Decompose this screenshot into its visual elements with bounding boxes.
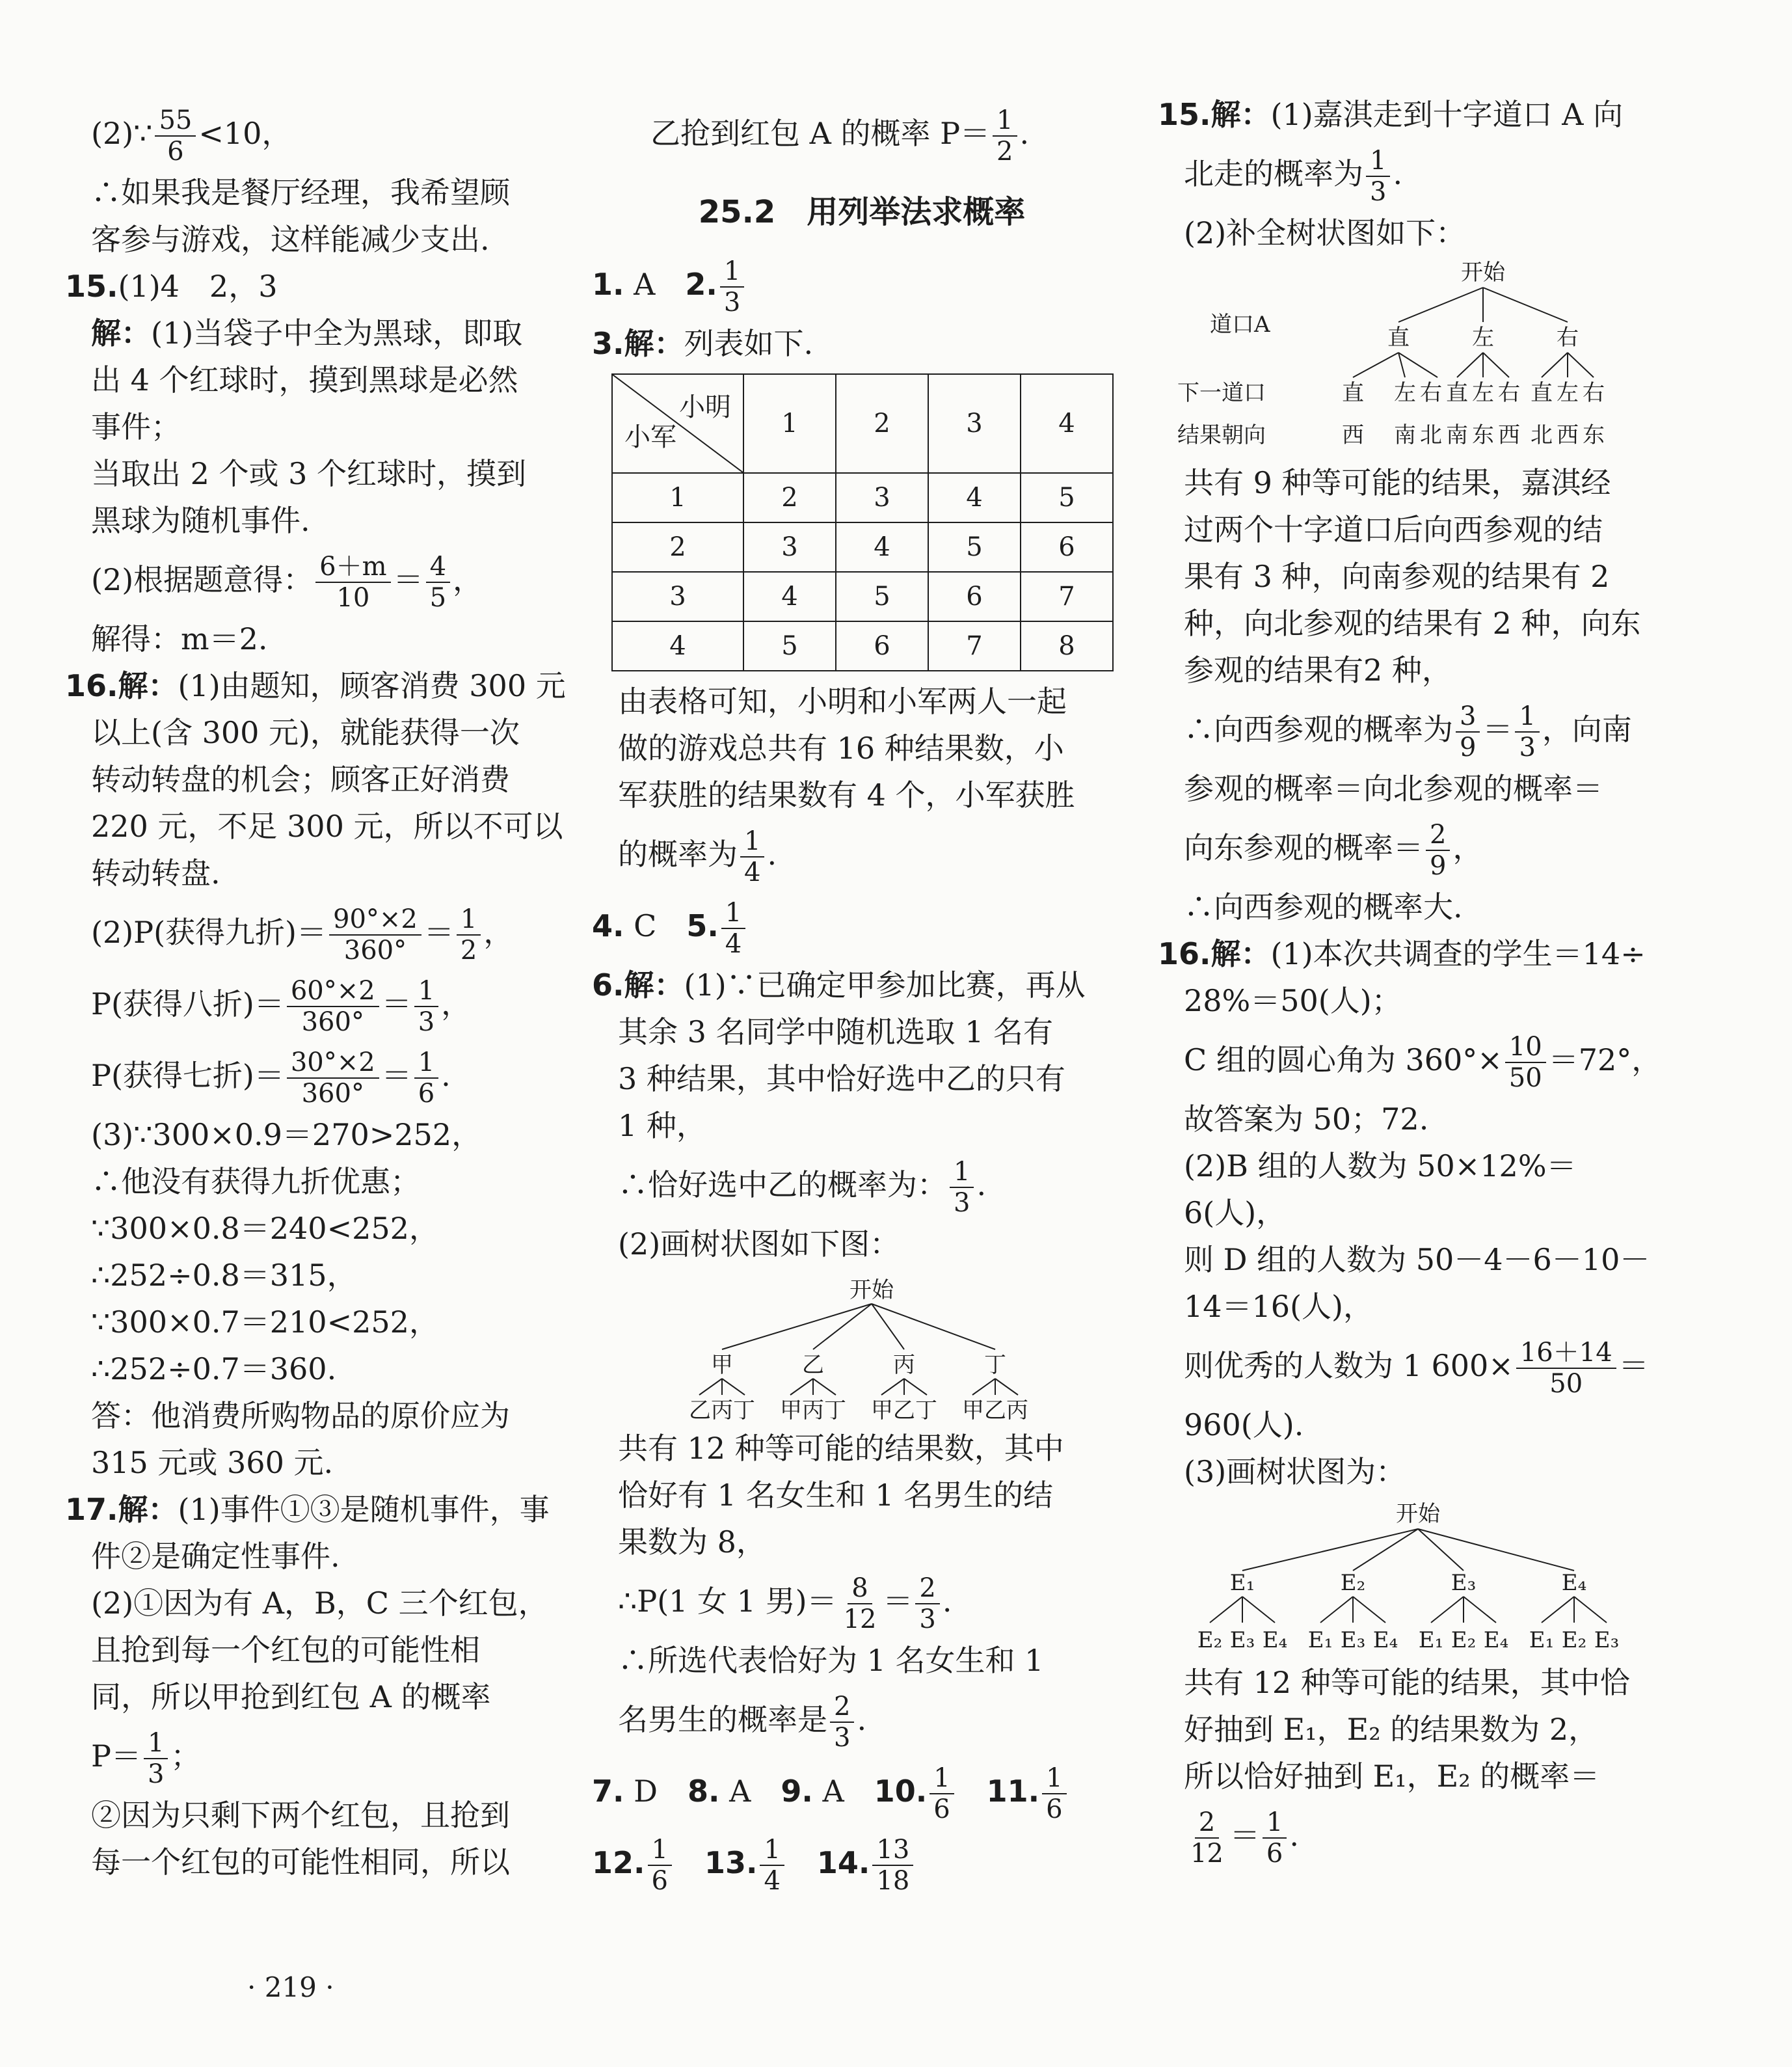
- question-16: 16.解：(1)由题知，顾客消费 300 元: [65, 668, 566, 703]
- table-corner: 小明 小军: [612, 374, 743, 473]
- tree-label: 下一道口: [1177, 380, 1266, 406]
- text-line: (2)①因为有 A，B，C 三个红包，: [91, 1586, 548, 1621]
- text-line: 黑球为随机事件.: [91, 503, 310, 538]
- svg-text:右: 右: [1420, 380, 1442, 406]
- tree-node: 左: [1472, 325, 1494, 351]
- text-line: 6(人)，: [1184, 1195, 1287, 1230]
- svg-text:左: 左: [1394, 380, 1416, 406]
- table-header: 4: [1021, 374, 1113, 473]
- svg-text:东: 东: [1472, 422, 1494, 448]
- tree-node: E₂: [1340, 1570, 1366, 1596]
- text-line: 则优秀的人数为 1 600× $\frac{16+14}{50}$ ＝: [1184, 1338, 1649, 1399]
- svg-text:E₁: E₁: [1307, 1627, 1333, 1653]
- tree-node: E₁: [1229, 1570, 1255, 1596]
- tree-label: 结果朝向: [1177, 422, 1266, 448]
- column-left: [65, 98, 566, 1885]
- text-line: $\frac{2}{12}$ ＝ $\frac{1}{6}$ .: [1190, 1807, 1299, 1869]
- tree-node: 丙: [893, 1352, 915, 1378]
- svg-text:北: 北: [1531, 422, 1553, 448]
- text-line: 同，所以甲抢到红包 A 的概率: [91, 1679, 491, 1714]
- text-line: 名男生的概率是 $\frac{2}{3}$ .: [618, 1692, 867, 1753]
- text-line: (2)补全树状图如下：: [1184, 215, 1466, 250]
- text-line: 则 D 组的人数为 50－4－6－10－: [1184, 1242, 1650, 1277]
- text-line: 恰好有 1 名女生和 1 名男生的结: [618, 1478, 1054, 1513]
- svg-text:左: 左: [1472, 380, 1494, 406]
- question-17: 17.解：(1)事件①③是随机事件，事: [65, 1492, 550, 1527]
- svg-text:西: 西: [1498, 422, 1520, 448]
- text-line: 出 4 个红球时，摸到黑球是必然: [91, 362, 518, 398]
- text-line: 解：(1)当袋子中全为黑球，即取: [91, 316, 523, 351]
- text-line: 事件；: [91, 409, 181, 444]
- answers-1-2: 1. A 2. $\frac{1}{3}$: [592, 249, 1132, 320]
- svg-text:直: 直: [1446, 380, 1468, 406]
- svg-text:E₂: E₂: [1451, 1627, 1477, 1653]
- svg-text:E₃: E₃: [1594, 1627, 1620, 1653]
- tree-node: 右: [1557, 325, 1579, 351]
- text-line: C 组的圆心角为 360°× $\frac{10}{50}$ ＝72°，: [1184, 1032, 1662, 1093]
- text-line: 每一个红包的可能性相同，所以: [91, 1844, 510, 1880]
- text-line: 的概率为 $\frac{1}{4}$ .: [618, 826, 777, 887]
- svg-text:E₂: E₂: [1561, 1627, 1587, 1653]
- svg-text:西: 西: [1342, 422, 1364, 448]
- tree-node: E₄: [1561, 1570, 1587, 1596]
- text-line: 960(人).: [1184, 1407, 1304, 1442]
- text-line: 参观的结果有2 种，: [1184, 653, 1452, 688]
- svg-text:E₁: E₁: [1529, 1627, 1555, 1653]
- text-line: 转动转盘的机会；顾客正好消费: [91, 762, 510, 797]
- tree-leaf: 甲丙丁: [780, 1398, 846, 1421]
- text-line: 转动转盘.: [91, 856, 221, 891]
- text-line: 故答案为 50；72.: [1184, 1101, 1429, 1137]
- question-15: 15.解：(1)嘉淇走到十字道口 A 向: [1158, 97, 1624, 132]
- text-line: (2)B 组的人数为 50×12%＝: [1184, 1148, 1577, 1183]
- text-line: 种，向北参观的结果有 2 种，向东: [1184, 606, 1641, 641]
- tree-diagram-q15: [1158, 260, 1691, 455]
- text-line: 其余 3 名同学中随机选取 1 名有: [618, 1014, 1054, 1049]
- text-line: 过两个十字道口后向西参观的结: [1184, 512, 1603, 547]
- question-15: 15.(1)4 2，3: [65, 269, 278, 304]
- text-line: 果数为 8，: [618, 1524, 766, 1560]
- svg-text:右: 右: [1498, 380, 1520, 406]
- svg-text:E₄: E₄: [1483, 1627, 1509, 1653]
- text-line: 28%＝50(人)；: [1184, 983, 1402, 1018]
- text-line: ②因为只剩下两个红包，且抢到: [91, 1798, 510, 1833]
- text-line: 北走的概率为 $\frac{1}{3}$ .: [1184, 146, 1403, 207]
- text-line: (2)画树状图如下图：: [618, 1226, 900, 1262]
- text-line: 乙抢到红包 A 的概率 P＝ $\frac{1}{2}$ .: [650, 105, 1030, 167]
- tree-root: 开始: [849, 1277, 894, 1303]
- svg-text:东: 东: [1583, 422, 1605, 448]
- svg-text:南: 南: [1446, 422, 1468, 448]
- text-line: 共有 12 种等可能的结果数，其中: [618, 1431, 1064, 1466]
- text-line: 客参与游戏，这样能减少支出.: [91, 222, 490, 257]
- text-line: 1 种，: [618, 1108, 706, 1143]
- text-line: ∴向西参观的概率为 $\frac{3}{9}$ ＝ $\frac{1}{3}$ ，向南: [1184, 701, 1632, 763]
- text-line: 好抽到 E₁，E₂ 的结果数为 2，: [1184, 1712, 1599, 1747]
- tree-label: 道口A: [1210, 312, 1270, 338]
- answers-4-5: 4. C 5. $\frac{1}{4}$: [592, 890, 1132, 962]
- tree-leaf: 甲乙丁: [871, 1398, 937, 1421]
- text-line: 共有 12 种等可能的结果，其中恰: [1184, 1665, 1630, 1700]
- question-16: 16.解：(1)本次共调查的学生＝14÷: [1158, 936, 1646, 971]
- text-line: ∵300×0.7＝210<252，: [91, 1304, 439, 1340]
- table-header: 3: [928, 374, 1021, 473]
- tree-node: E₃: [1451, 1570, 1477, 1596]
- section-heading: 25.2 用列举法求概率: [698, 194, 1026, 230]
- svg-text:E₄: E₄: [1262, 1627, 1288, 1653]
- text-line: ∴恰好选中乙的概率为： $\frac{1}{3}$ .: [618, 1157, 987, 1218]
- svg-text:E₃: E₃: [1229, 1627, 1255, 1653]
- tree-diagram-q6: [592, 1271, 1112, 1421]
- tree-root: 开始: [1461, 260, 1505, 286]
- text-line: 以上(含 300 元)，就能获得一次: [91, 715, 520, 750]
- svg-text:左: 左: [1557, 380, 1579, 406]
- text-line: 共有 9 种等可能的结果，嘉淇经: [1184, 465, 1611, 500]
- text-line: ∴P(1 女 1 男)＝ $\frac{8}{12}$ ＝ $\frac{2}{3}$ .: [618, 1573, 952, 1634]
- column-middle: [592, 98, 1132, 1898]
- text-line: ∴252÷0.7＝360.: [91, 1351, 337, 1386]
- text-line: 14＝16(人)，: [1184, 1289, 1373, 1324]
- text-line: (2)P(获得九折)＝ $\frac{90^\circ\times 2}{360^\circ}$ ＝ $\frac{1}{2}$ ，: [91, 904, 514, 966]
- text-line: ∴向西参观的概率大.: [1184, 889, 1463, 925]
- text-line: ∴所选代表恰好为 1 名女生和 1: [618, 1643, 1044, 1678]
- text-line: 315 元或 360 元.: [91, 1445, 334, 1480]
- text-line: 件②是确定性事件.: [91, 1539, 340, 1574]
- svg-text:右: 右: [1583, 380, 1605, 406]
- tree-leaf: 甲乙丙: [962, 1398, 1028, 1421]
- text-line: 果有 3 种，向南参观的结果有 2: [1184, 559, 1610, 594]
- tree-node: 甲: [711, 1352, 733, 1378]
- svg-text:E₄: E₄: [1372, 1627, 1398, 1653]
- text-line: (2)∵ $\frac{55}{6}$ <10，: [91, 105, 292, 167]
- text-line: 当取出 2 个或 3 个红球时，摸到: [91, 456, 527, 491]
- svg-text:直: 直: [1342, 380, 1364, 406]
- text-line: 军获胜的结果数有 4 个，小军获胜: [618, 777, 1075, 813]
- text-line: (2)根据题意得： $\frac{6+m}{10}$ ＝ $\frac{4}{5}$ ，: [91, 552, 483, 613]
- answers-7-11: 7. D 8. A 9. A 10. $\frac{1}{6}$ 11. $\frac{1}{6}$: [592, 1755, 1132, 1827]
- table-header: 1: [743, 374, 836, 473]
- text-line: P(获得七折)＝ $\frac{30^\circ\times 2}{360^\circ}$ ＝ $\frac{1}{6}$ .: [91, 1047, 451, 1109]
- text-line: 参观的概率＝向北参观的概率＝: [1184, 771, 1603, 806]
- answers-12-14: 12. $\frac{1}{6}$ 13. $\frac{1}{4}$ 14. $\frac{13}{18}$: [592, 1827, 1132, 1898]
- table-row: 1 2 3 4 5: [612, 473, 1113, 522]
- text-line: 所以恰好抽到 E₁，E₂ 的概率＝: [1184, 1759, 1600, 1794]
- text-line: 做的游戏总共有 16 种结果数，小: [618, 731, 1064, 766]
- tree-node: 乙: [802, 1352, 824, 1378]
- text-line: 向东参观的概率＝ $\frac{2}{9}$ ，: [1184, 820, 1483, 881]
- text-line: ∴252÷0.8＝315，: [91, 1258, 357, 1293]
- question-6: 6.解：(1)∵已确定甲参加比赛，再从: [592, 967, 1086, 1003]
- tree-root: 开始: [1396, 1501, 1440, 1527]
- tree-node: 丁: [984, 1352, 1006, 1378]
- svg-text:西: 西: [1557, 422, 1579, 448]
- question-3: 3.解：列表如下.: [592, 326, 814, 361]
- table-header: 2: [836, 374, 928, 473]
- page-number: · 219 ·: [247, 1971, 334, 2003]
- text-line: P(获得八折)＝ $\frac{60^\circ\times 2}{360^\circ}$ ＝ $\frac{1}{3}$ ，: [91, 976, 472, 1037]
- table-row: 4 5 6 7 8: [612, 621, 1113, 671]
- table-row: 3 4 5 6 7: [612, 572, 1113, 621]
- text-line: P＝ $\frac{1}{3}$ ；: [91, 1728, 201, 1789]
- text-line: 答：他消费所购物品的原价应为: [91, 1398, 510, 1433]
- column-right: [1158, 91, 1743, 1871]
- text-line: ∴如果我是餐厅经理，我希望顾: [91, 175, 510, 210]
- text-line: 由表格可知，小明和小军两人一起: [618, 684, 1067, 719]
- text-line: 解得：m＝2.: [91, 621, 268, 656]
- svg-text:直: 直: [1531, 380, 1553, 406]
- result-table: [611, 373, 1114, 671]
- text-line: 且抢到每一个红包的可能性相: [91, 1632, 480, 1668]
- tree-diagram-q16: [1158, 1499, 1691, 1655]
- svg-text:南: 南: [1394, 422, 1416, 448]
- text-line: (3)画树状图为：: [1184, 1454, 1406, 1489]
- svg-text:E₁: E₁: [1418, 1627, 1444, 1653]
- text-line: (3)∵300×0.9＝270>252，: [91, 1117, 482, 1152]
- fraction: $\frac{55}{6}$: [155, 105, 196, 167]
- tree-node: 直: [1387, 325, 1410, 351]
- svg-text:北: 北: [1420, 422, 1442, 448]
- tree-leaf: 乙丙丁: [689, 1398, 755, 1421]
- text-line: ∵300×0.8＝240<252，: [91, 1211, 439, 1246]
- text-line: ∴他没有获得九折优惠；: [91, 1164, 420, 1199]
- svg-text:E₃: E₃: [1340, 1627, 1366, 1653]
- text-line: 3 种结果，其中恰好选中乙的只有: [618, 1061, 1065, 1096]
- text-line: 220 元，不足 300 元，所以不可以: [91, 809, 563, 844]
- svg-text:E₂: E₂: [1197, 1627, 1223, 1653]
- table-row: 2 3 4 5 6: [612, 522, 1113, 572]
